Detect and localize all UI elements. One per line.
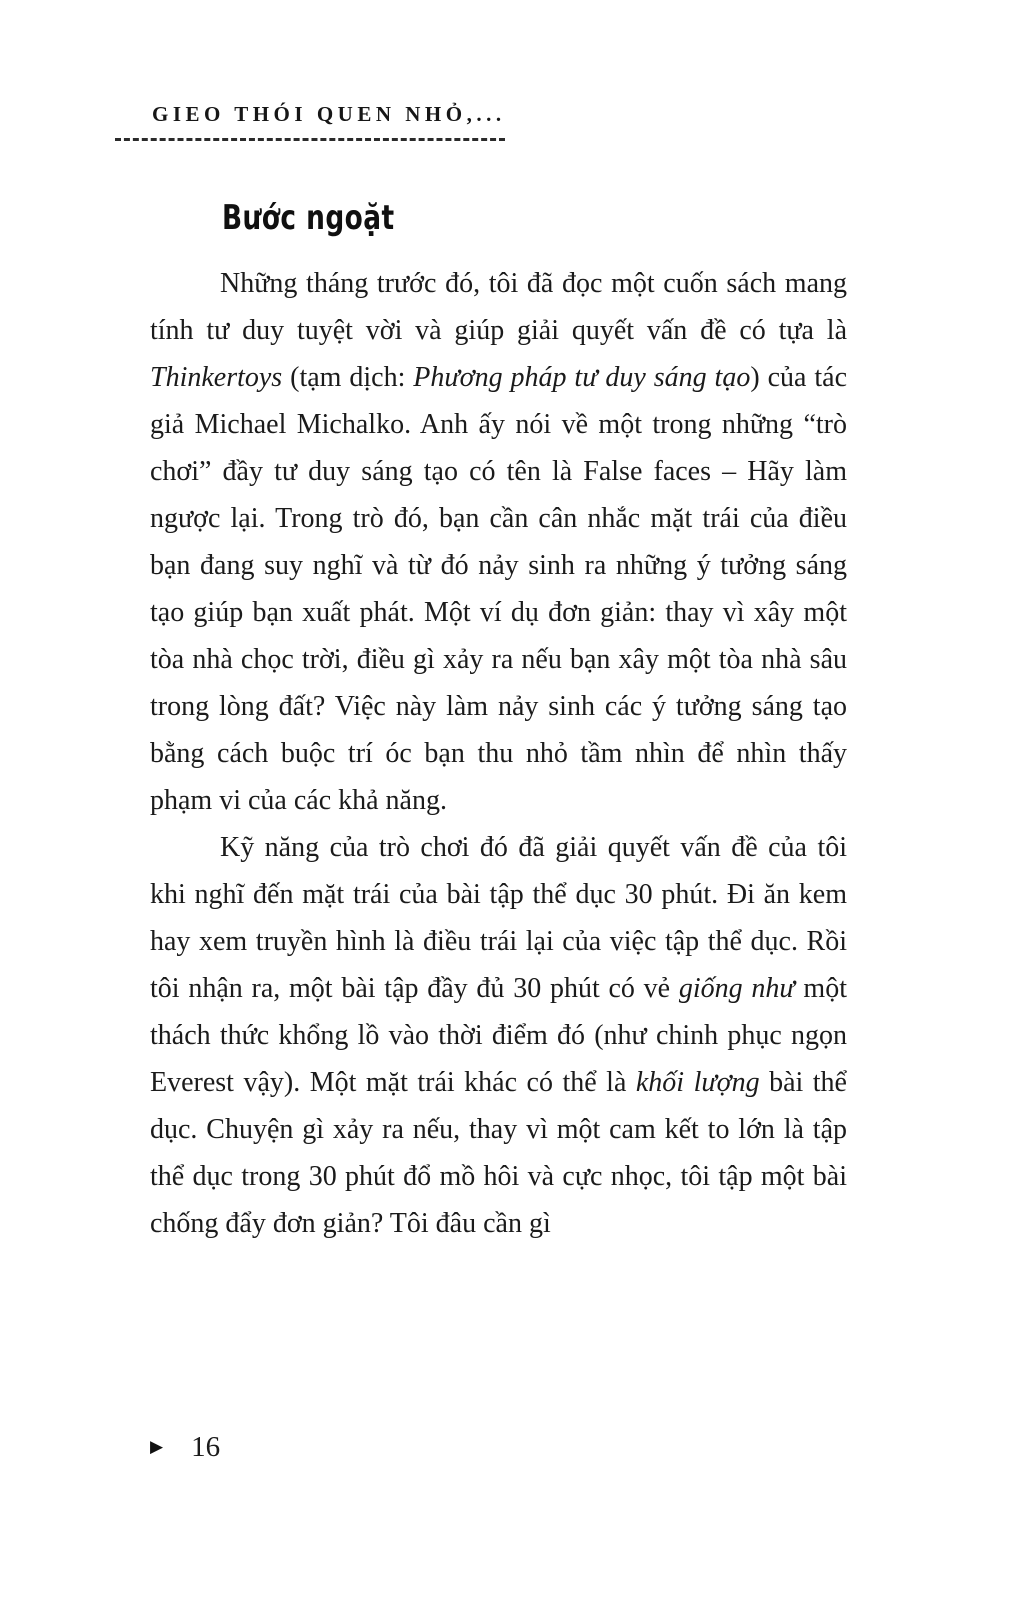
- dashed-rule: [115, 138, 505, 141]
- text-run: một thách thức khổng lồ vào thời điểm đó (như chinh phục ngọn Everest vậy). Một mặt trái khác có thể là: [150, 973, 847, 1098]
- text-run: (tạm dịch:: [282, 362, 414, 393]
- italic-text-run: khối lượng: [635, 1067, 760, 1098]
- text-run: bài thể dục. Chuyện gì xảy ra nếu, thay vì một cam kết to lớn là tập thể dục trong 30 phút đổ mồ hôi và cực nhọc, tôi tập một bài chống đẩy đơn giản? Tôi đâu cần gì: [150, 1067, 847, 1239]
- paragraph: [150, 824, 847, 1247]
- italic-text-run: giống như: [678, 973, 795, 1004]
- page-number: 16: [191, 1431, 221, 1463]
- text-run: Những tháng trước đó, tôi đã đọc một cuốn sách mang tính tư duy tuyệt vời và giúp giải quyết vấn đề có tựa là: [150, 268, 847, 346]
- running-header: [115, 102, 507, 141]
- section-title: Bước ngoặt: [222, 198, 395, 238]
- page-footer: [150, 1431, 220, 1464]
- text-run: Kỹ năng của trò chơi đó đã giải quyết vấn đề của tôi khi nghĩ đến mặt trái của bài tập thể dục 30 phút. Đi ăn kem hay xem truyền hình là điều trái lại của việc tập thể dục. Rồi tôi nhận ra, một bài tập đầy đủ 30 phút có vẻ: [150, 832, 847, 1004]
- italic-text-run: Phương pháp tư duy sáng tạo: [413, 362, 751, 393]
- body-text: [150, 260, 847, 1247]
- running-header-text: GIEO THÓI QUEN NHỎ,...: [152, 102, 506, 126]
- page-marker-icon: ▶: [150, 1437, 164, 1457]
- paragraph: [150, 260, 847, 824]
- italic-text-run: Thinkertoys: [150, 362, 283, 393]
- text-run: ) của tác giả Michael Michalko. Anh ấy nói về một trong những “trò chơi” đầy tư duy sáng tạo có tên là False faces – Hãy làm ngược lại. Trong trò đó, bạn cần cân nhắc mặt trái của điều bạn đang suy nghĩ và từ đó nảy sinh ra những ý tưởng sáng tạo giúp bạn xuất phát. Một ví dụ đơn giản: thay vì xây một tòa nhà chọc trời, điều gì xảy ra nếu bạn xây một tòa nhà sâu trong lòng đất? Việc này làm nảy sinh các ý tưởng sáng tạo bằng cách buộc trí óc bạn thu nhỏ tầm nhìn để nhìn thấy phạm vi của các khả năng.: [150, 362, 847, 816]
